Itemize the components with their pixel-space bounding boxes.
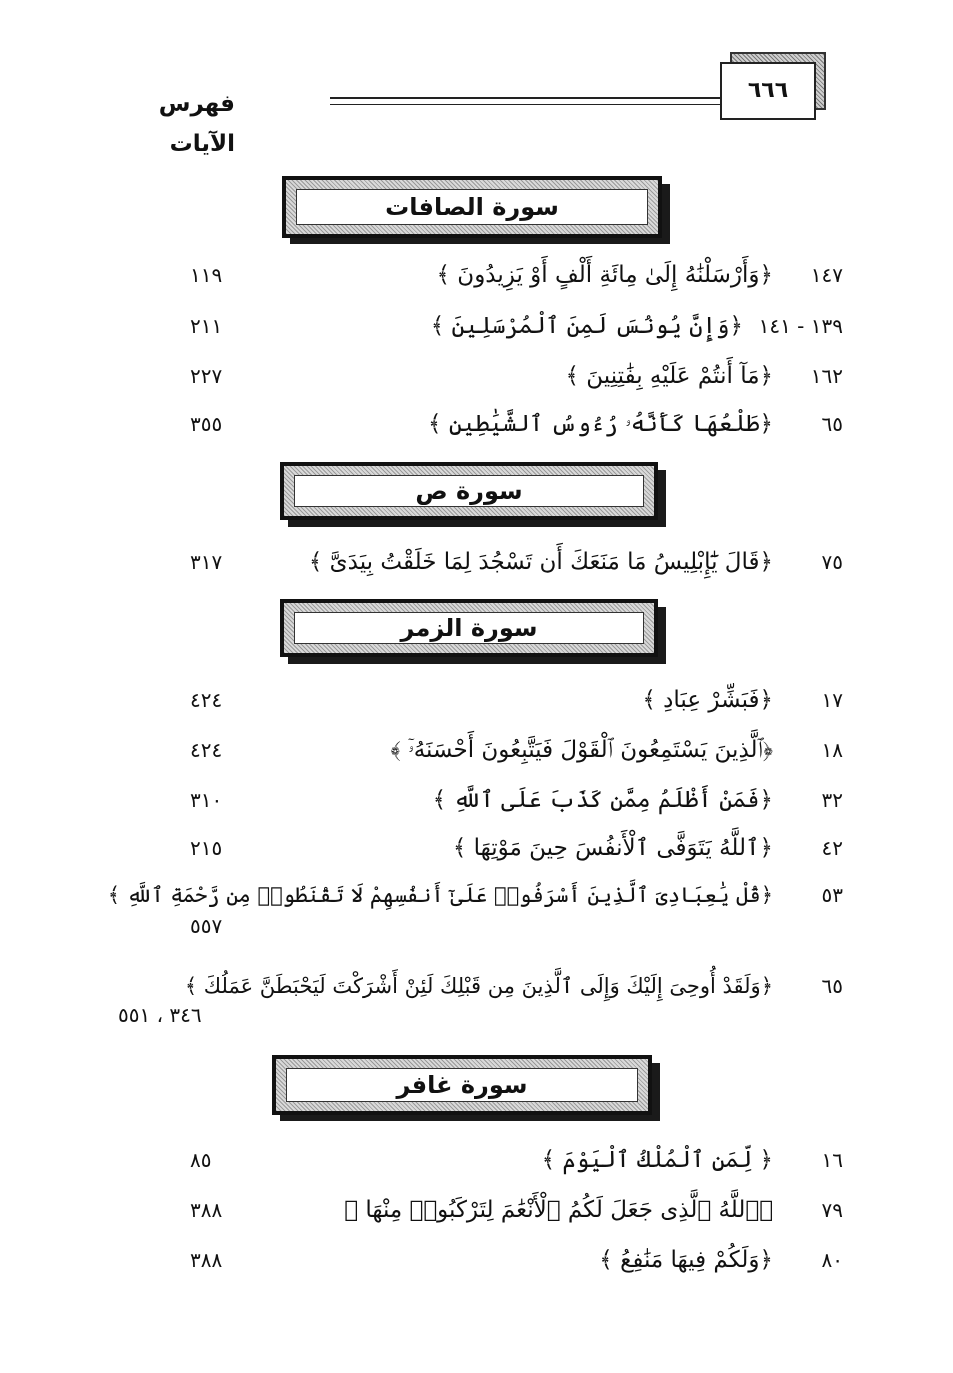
verse-text: ﴿ٱللَّهُ يَتَوَفَّى ٱلْأَنفُسَ حِينَ مَوْتِهَا ﴾: [452, 835, 773, 861]
verse-row: [0, 1190, 953, 1230]
verse-number: ١٤٧: [810, 263, 843, 287]
page-reference: ٢١١: [190, 314, 223, 338]
surah-header-ghafir: [272, 1055, 652, 1115]
verse-number: ٨٠: [821, 1248, 843, 1272]
verse-text: ﴿قُلْ يَٰعِبَادِىَ ٱلَّذِينَ أَسْرَفُوا۟ عَلَىٰٓ أَنفُسِهِمْ لَا تَقْنَطُوا۟ مِن رَّحْمَةِ ٱللَّهِ ﴾: [107, 883, 773, 907]
verse-number: ٧٩: [821, 1198, 843, 1222]
page-reference: ٣٥٥: [190, 412, 223, 436]
verse-row: [0, 1240, 953, 1280]
verse-number: ١٦: [821, 1148, 843, 1172]
verse-row: [0, 255, 953, 295]
verse-row: [0, 875, 953, 945]
verse-text: ﴿مَآ أَنتُمْ عَلَيْهِ بِفَٰتِنِينَ ﴾: [565, 363, 773, 389]
verse-text: ﴿فَمَنْ أَظْلَمُ مِمَّن كَذَبَ عَلَى ٱللَّهِ ﴾: [432, 787, 773, 813]
surah-header-zumar: [280, 599, 658, 657]
verse-text: ﴿طَلْعُهَا كَأَنَّهُۥ رُءُوسُ ٱلشَّيَٰطِينِ ﴾: [428, 411, 773, 437]
surah-title: سورة غافر: [286, 1068, 638, 1102]
page-reference: ٣١٧: [190, 550, 223, 574]
verse-number: ٧٥: [821, 550, 843, 574]
page-number: ٦٦٦: [720, 62, 816, 120]
verse-text: ﴿قَالَ يَٰٓإِبْلِيسُ مَا مَنَعَكَ أَن تَسْجُدَ لِمَا خَلَقْتُ بِيَدَىَّ ﴾: [308, 549, 773, 575]
verse-number: ٥٣: [821, 883, 843, 907]
header-rule: [330, 97, 720, 105]
verse-text: ﴿ لِّمَنِ ٱلْمُلْكُ ٱلْيَوْمَ ﴾: [541, 1147, 773, 1173]
page-reference: ٣١٠: [190, 788, 223, 812]
verse-text: ﴿وَلَكُمْ فِيهَا مَنَٰفِعُ ﴾: [599, 1247, 773, 1273]
verse-number: ١٦٢: [810, 364, 843, 388]
verse-text: ﴿ٱللَّهُ ٱلَّذِى جَعَلَ لَكُمُ ٱلْأَنْعَٰمَ لِتَرْكَبُوا۟ مِنْهَا ﴾: [344, 1197, 773, 1223]
verse-number: ٤٢: [821, 836, 843, 860]
verse-text: ﴿وَلَقَدْ أُوحِىَ إِلَيْكَ وَإِلَى ٱلَّذِينَ مِن قَبْلِكَ لَئِنْ أَشْرَكْتَ لَيَحْبَطَنَّ عَمَلُكَ ﴾: [184, 974, 773, 998]
surah-title: سورة الصافات: [296, 189, 648, 225]
verse-row: [0, 966, 953, 1036]
verse-row: [0, 542, 953, 582]
verse-number: ١٣٩ - ١٤١: [758, 314, 843, 338]
page-reference: ١١٩: [190, 263, 223, 287]
page-reference: ٥٥٧: [190, 914, 223, 938]
page-reference: ٢١٥: [190, 836, 223, 860]
verse-number: ٦٥: [821, 974, 843, 998]
surah-title: سورة ص: [294, 475, 644, 507]
verse-text: ﴿ٱلَّذِينَ يَسْتَمِعُونَ ٱلْقَوْلَ فَيَتَّبِعُونَ أَحْسَنَهُۥٓ ﴾: [390, 737, 773, 763]
page-reference: ٤٢٤: [190, 738, 223, 762]
page-reference: ٨٥: [190, 1148, 212, 1172]
verse-number: ٣٢: [821, 788, 843, 812]
surah-header-sad: [280, 462, 658, 520]
verse-number: ١٨: [821, 738, 843, 762]
verse-row: [0, 828, 953, 868]
verse-row: [0, 404, 953, 444]
verse-row: [0, 730, 953, 770]
surah-header-saffat: [282, 176, 662, 238]
verse-number: ١٧: [821, 688, 843, 712]
page-reference: ٣٤٦ ، ٥٥١: [118, 1003, 202, 1027]
verse-number: ٦٥: [821, 412, 843, 436]
verse-text: ﴿وَأَرْسَلْنَٰهُ إِلَىٰ مِائَةِ أَلْفٍ أَوْ يَزِيدُونَ ﴾: [436, 262, 773, 288]
verse-row: [0, 1140, 953, 1180]
page-reference: ٤٢٤: [190, 688, 223, 712]
verse-row: [0, 780, 953, 820]
verse-text: ﴿وَإِنَّ يُونُسَ لَمِنَ ٱلْمُرْسَلِينَ ﴾: [430, 313, 743, 339]
verse-text: ﴿فَبَشِّرْ عِبَادِ ﴾: [642, 687, 773, 713]
page-reference: ٢٢٧: [190, 364, 223, 388]
page-reference: ٣٨٨: [190, 1198, 223, 1222]
page-reference: ٣٨٨: [190, 1248, 223, 1272]
verse-row: [0, 680, 953, 720]
surah-title: سورة الزمر: [294, 612, 644, 644]
verse-row: [0, 356, 953, 396]
verse-row: [0, 306, 953, 346]
page-title: فهرس الآيات: [158, 91, 235, 157]
